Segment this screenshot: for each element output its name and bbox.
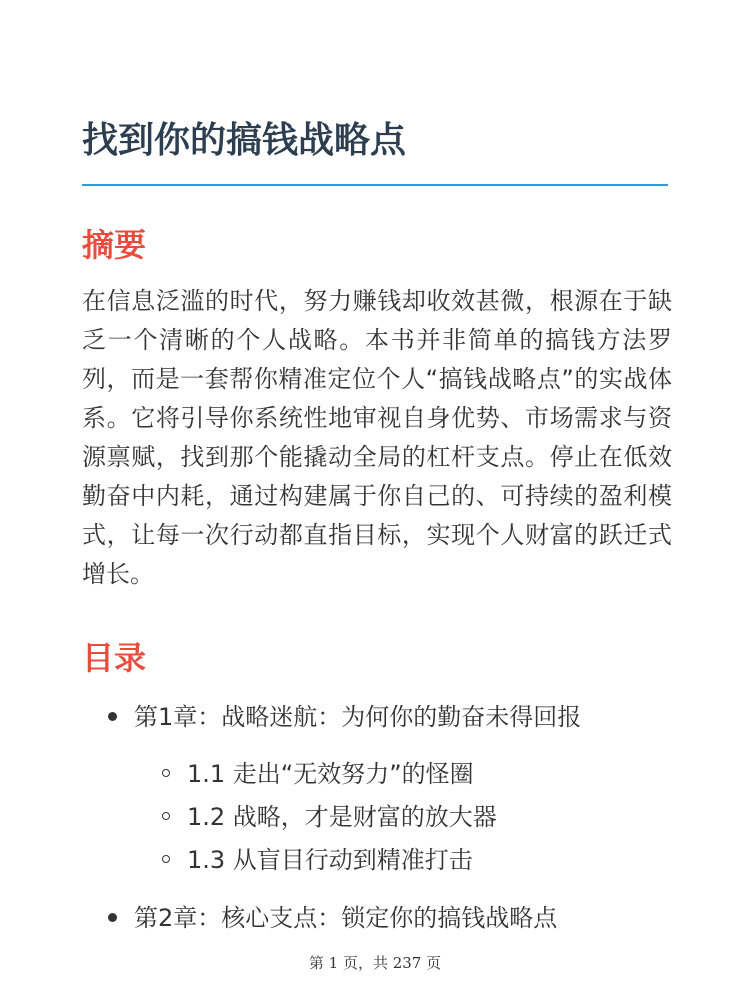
hollow-bullet-icon xyxy=(162,812,170,820)
bullet-icon xyxy=(108,712,117,721)
toc-section-1-2[interactable] xyxy=(162,802,497,832)
title-divider xyxy=(82,184,668,186)
toc-chapter-1[interactable] xyxy=(108,702,581,732)
hollow-bullet-icon xyxy=(162,769,170,777)
toc-section-1-3[interactable] xyxy=(162,845,473,875)
page-title: 找到你的搞钱战略点 xyxy=(82,120,407,161)
toc-section-label: 1.2 战略，才是财富的放大器 xyxy=(187,803,497,831)
toc-chapter-2[interactable] xyxy=(108,903,557,933)
toc-chapter-label: 第1章：战略迷航：为何你的勤奋未得回报 xyxy=(134,703,582,731)
toc-section-1-1[interactable] xyxy=(162,759,474,789)
hollow-bullet-icon xyxy=(162,855,170,863)
bullet-icon xyxy=(108,913,117,922)
toc-chapter-label: 第2章：核心支点：锁定你的搞钱战略点 xyxy=(134,904,558,932)
toc-section-label: 1.1 走出“无效努力”的怪圈 xyxy=(187,760,474,788)
abstract-paragraph: 在信息泛滥的时代，努力赚钱却收效甚微，根源在于缺乏一个清晰的个人战略。本书并非简单的搞钱方法罗列，而是一套帮你精准定位个人“搞钱战略点”的实战体系。它将引导你系统性地审视自身优势、市场需求与资源禀赋，找到那个能撬动全局的杠杆支点。停止在低效勤奋中内耗，通过构建属于你自己的、可持续的盈利模式，让每一次行动都直指目标，实现个人财富的跃迁式增长。 xyxy=(82,287,672,588)
toc-heading: 目录 xyxy=(82,639,147,677)
page-footer: 第 1 页，共 237 页 xyxy=(308,954,442,972)
abstract-heading: 摘要 xyxy=(82,226,147,264)
toc-section-label: 1.3 从盲目行动到精准打击 xyxy=(187,846,473,874)
